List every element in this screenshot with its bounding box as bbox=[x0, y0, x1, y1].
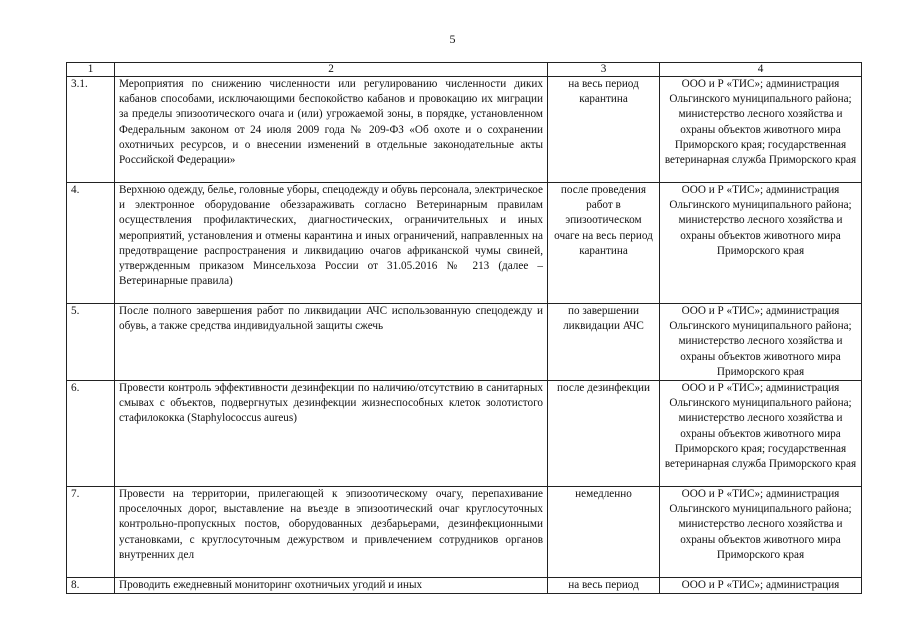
row-executor: ООО и Р «ТИС»; администрация Ольгинского муниципального района; министерство лесного хозяйства и охраны объектов животного мира Приморского края bbox=[660, 183, 862, 304]
row-event: После полного завершения работ по ликвидации АЧС использованную спецодежду и обувь, а также средства индивидуальной защиты сжечь bbox=[115, 304, 548, 381]
row-event: Провести на территории, прилегающей к эпизоотическому очагу, перепахивание проселочных дорог, выставление на въезде в эпизоотический очаг круглосуточных контрольно-пропускных постов, оборудованных дезбарьерами, дезинфекционными установками, с круглосуточным дежурством и привлечением сотрудников органов внутренних дел bbox=[115, 487, 548, 578]
row-term: на весь период карантина bbox=[548, 77, 660, 183]
row-executor: ООО и Р «ТИС»; администрация Ольгинского муниципального района; министерство лесного хозяйства и охраны объектов животного мира Приморского края; государственная ветеринарная служба Приморского края bbox=[660, 381, 862, 487]
row-number: 3.1. bbox=[67, 77, 115, 183]
row-executor: ООО и Р «ТИС»; администрация Ольгинского муниципального района; министерство лесного хозяйства и охраны объектов животного мира Приморского края; государственная ветеринарная служба Приморского края bbox=[660, 77, 862, 183]
table-row bbox=[67, 304, 862, 381]
table-row bbox=[67, 578, 862, 594]
row-term: после проведения работ в эпизоотическом очаге на весь период карантина bbox=[548, 183, 660, 304]
table-row bbox=[67, 183, 862, 304]
page-number: 5 bbox=[449, 32, 456, 46]
row-number: 7. bbox=[67, 487, 115, 578]
row-event: Верхнюю одежду, белье, головные уборы, спецодежду и обувь персонала, электрическое и электронное оборудование обеззараживать согласно Ветеринарным правилам осуществления профилактических, диагностических, ограничительных и иных мероприятий, установления и отмены карантина и иных ограничений, направленных на предотвращение распространения и ликвидацию очагов африканской чумы свиней, утвержденным приказом Минсельхоза России от 31.05.2016 № 213 (далее – Ветеринарные правила) bbox=[115, 183, 548, 304]
row-term: немедленно bbox=[548, 487, 660, 578]
row-number: 4. bbox=[67, 183, 115, 304]
header-col-4: 4 bbox=[660, 63, 862, 77]
row-term: после дезинфекции bbox=[548, 381, 660, 487]
row-event: Провести контроль эффективности дезинфекции по наличию/отсутствию в санитарных смывах с объектов, подвергнутых дезинфекции жизнеспособных клеток золотистого стафилококка (Staphylococcus aureus) bbox=[115, 381, 548, 487]
row-term: по завершении ликвидации АЧС bbox=[548, 304, 660, 381]
row-number: 8. bbox=[67, 578, 115, 594]
row-number: 6. bbox=[67, 381, 115, 487]
table-row bbox=[67, 77, 862, 183]
header-col-3: 3 bbox=[548, 63, 660, 77]
table-row bbox=[67, 487, 862, 578]
row-number: 5. bbox=[67, 304, 115, 381]
row-executor: ООО и Р «ТИС»; администрация bbox=[660, 578, 862, 594]
measures-table bbox=[66, 62, 862, 594]
header-col-2: 2 bbox=[115, 63, 548, 77]
header-row bbox=[67, 63, 862, 77]
row-event: Мероприятия по снижению численности или регулированию численности диких кабанов способами, исключающими беспокойство кабанов и провокацию их миграции за пределы эпизоотического очага и (или) угрожаемой зоны, в порядке, установленном Федеральным законом от 24 июля 2009 года № 209-ФЗ «Об охоте и о сохранении охотничьих ресурсов, и о внесении изменений в отдельные законодательные акты Российской Федерации» bbox=[115, 77, 548, 183]
table-row bbox=[67, 381, 862, 487]
header-col-1: 1 bbox=[67, 63, 115, 77]
row-executor: ООО и Р «ТИС»; администрация Ольгинского муниципального района; министерство лесного хозяйства и охраны объектов животного мира Приморского края bbox=[660, 487, 862, 578]
row-event: Проводить ежедневный мониторинг охотничьих угодий и иных bbox=[115, 578, 548, 594]
row-term: на весь период bbox=[548, 578, 660, 594]
row-executor: ООО и Р «ТИС»; администрация Ольгинского муниципального района; министерство лесного хозяйства и охраны объектов животного мира Приморского края bbox=[660, 304, 862, 381]
